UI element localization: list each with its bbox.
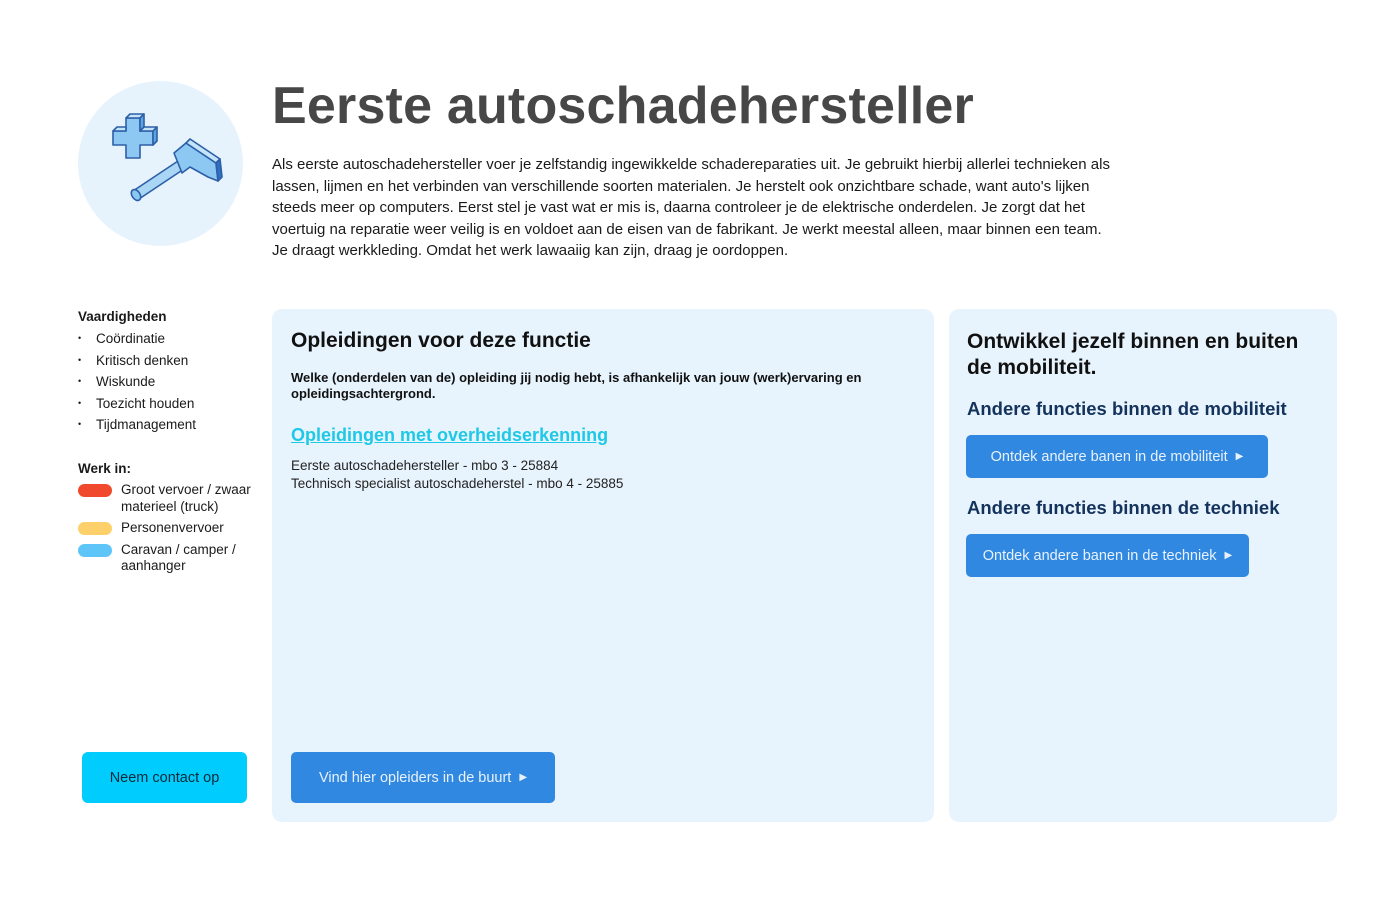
develop-title: Ontwikkel jezelf binnen en buiten de mobiliteit. [967,330,1299,379]
work-in-section [78,461,268,580]
skill-item: • Coördinatie [78,328,258,350]
course-item: Technisch specialist autoschadeherstel - mbo 4 - 25885 [291,476,624,491]
mobility-jobs-label: Ontdek andere banen in de mobiliteit [990,448,1228,465]
play-arrow-icon: ▶ [1235,451,1244,462]
find-trainers-label: Vind hier opleiders in de buurt [318,769,512,786]
intro-text: Als eerste autoschadehersteller voer je zelfstandig ingewikkelde schadereparaties uit. Je gebruikt hierbij allerlei technieken als lassen, lijmen en het verbinden van verschillende soorten materialen. Je herstelt ook onzichtbare schade, want auto's lijken steeds meer op computers. Eerst stel je vast wat er mis is, daarna controleer je de elektrische onderdelen. Je zorgt dat het voertuig na reparatie weer veilig is en voldoet aan de eisen van de fabrikant. Je werkt meestal alleen, maar binnen een team. Je draagt werkkleding. Omdat het werk lawaaiig kan zijn, draag je oordoppen. [272,156,1110,260]
tech-jobs-label: Ontdek andere banen in de techniek [982,547,1217,564]
skill-item: • Kritisch denken [78,350,258,372]
page-title: Eerste autoschadehersteller [272,77,974,135]
work-in-title: Werk in: [78,461,132,476]
truck-color-pill [78,484,112,497]
mobility-jobs-button[interactable] [966,435,1268,478]
find-trainers-button[interactable] [291,752,555,803]
contact-button[interactable]: Neem contact op [82,752,247,803]
education-subtitle: Welke (onderdelen van de) opleiding jij nodig hebt, is afhankelijk van jouw (werk)ervaring en opleidingsachtergrond. [291,370,862,401]
skills-section [78,309,258,436]
skills-list [78,328,258,436]
hero-icon-circle [78,81,243,246]
work-item-caravan [78,542,268,575]
tech-jobs-button[interactable] [966,534,1249,577]
course-list [291,457,623,493]
course-item: Eerste autoschadehersteller - mbo 3 - 25884 [291,458,559,473]
plus-hammer-icon [78,81,243,246]
work-item-label: Caravan / camper / aanhanger [121,541,236,573]
skill-item: • Tijdmanagement [78,414,258,436]
accredited-courses-link[interactable]: Opleidingen met overheidserkenning [291,425,609,445]
tech-heading: Andere functies binnen de techniek [967,497,1280,518]
play-arrow-icon: ▶ [1224,550,1233,561]
education-title: Opleidingen voor deze functie [291,329,591,352]
skill-item: • Wiskunde [78,371,258,393]
develop-card [949,309,1337,822]
work-item-personenvervoer [78,520,268,537]
skill-item: • Toezicht houden [78,393,258,415]
education-card [272,309,934,822]
play-arrow-icon: ▶ [519,772,528,783]
work-item-label: Groot vervoer / zwaar materieel (truck) [121,482,251,514]
personenvervoer-color-pill [78,522,112,535]
work-item-label: Personenvervoer [121,520,224,535]
mobility-heading: Andere functies binnen de mobiliteit [967,398,1287,419]
skills-title: Vaardigheden [78,309,167,324]
work-item-truck [78,482,268,515]
caravan-color-pill [78,544,112,557]
